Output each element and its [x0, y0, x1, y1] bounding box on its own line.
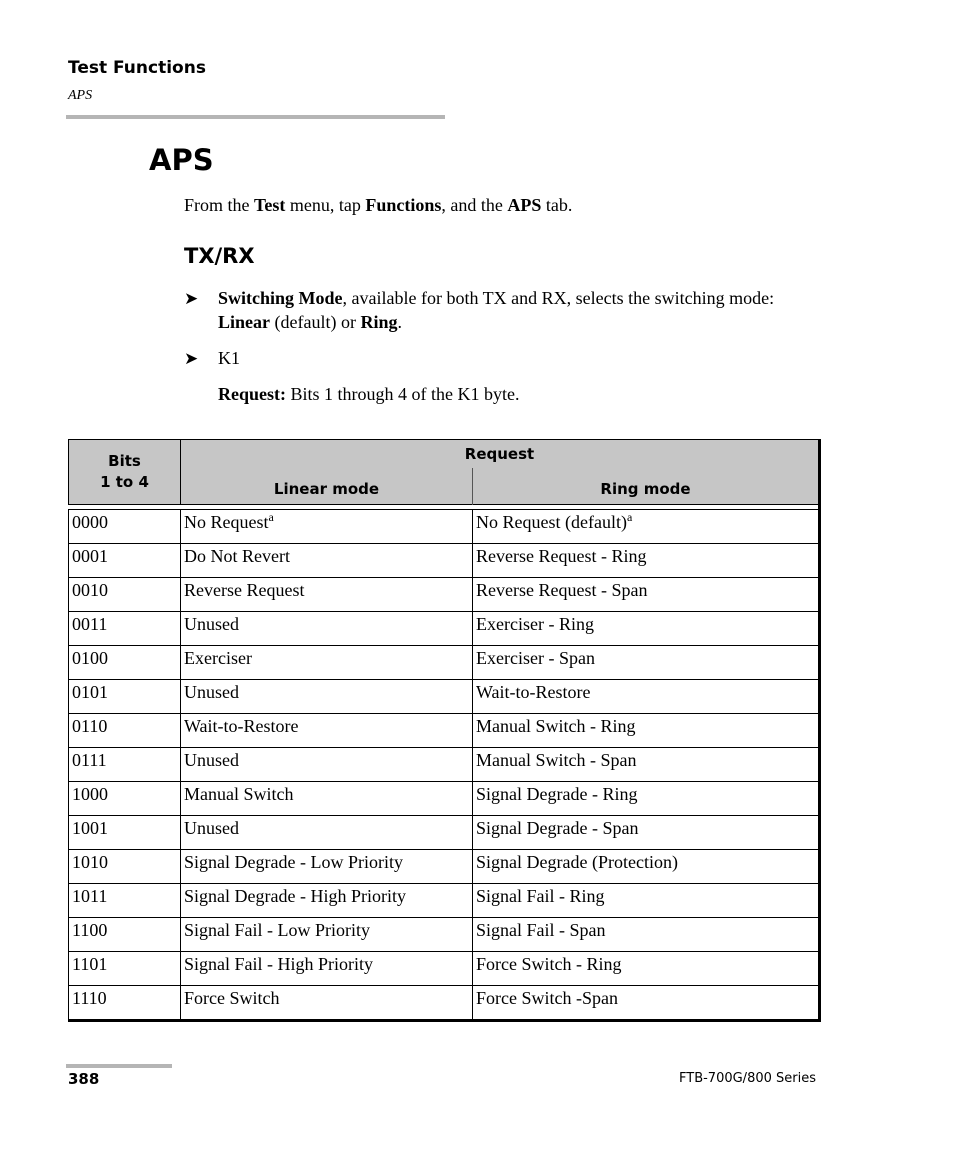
bits-cell	[69, 782, 181, 816]
table-row	[69, 986, 820, 1021]
table-row	[69, 714, 820, 748]
k1-request-table	[68, 439, 821, 1022]
ring-mode-cell	[473, 680, 820, 714]
linear-mode-cell-text: No Request	[184, 512, 269, 532]
linear-mode-cell-text: Manual Switch	[184, 784, 294, 804]
bits-cell	[69, 748, 181, 782]
ring-mode-cell	[473, 782, 820, 816]
linear-label: Linear	[218, 312, 270, 332]
ring-mode-cell	[473, 918, 820, 952]
intro-bold-test: Test	[254, 195, 286, 215]
linear-mode-cell-text: Signal Degrade - High Priority	[184, 886, 406, 906]
intro-bold-aps: APS	[507, 195, 542, 215]
column-header-linear: Linear mode	[181, 468, 473, 505]
linear-mode-cell	[181, 544, 473, 578]
linear-mode-cell-text: Unused	[184, 682, 239, 702]
table-row	[69, 884, 820, 918]
bits-cell	[69, 612, 181, 646]
bullet-switching-mode	[218, 286, 818, 334]
bits-cell-text: 1100	[72, 920, 108, 940]
intro-text-4: tab.	[541, 195, 573, 215]
linear-mode-cell-text: Signal Degrade - Low Priority	[184, 852, 403, 872]
bits-cell	[69, 510, 181, 544]
ring-mode-cell	[473, 952, 820, 986]
table-row	[69, 748, 820, 782]
table-row	[69, 510, 820, 544]
bits-cell-text: 0010	[72, 580, 108, 600]
ring-mode-cell-text: Signal Degrade - Ring	[476, 784, 638, 804]
column-header-ring: Ring mode	[473, 468, 820, 505]
ring-mode-cell-text: Signal Fail - Ring	[476, 886, 605, 906]
ring-mode-cell-text: No Request (default)	[476, 512, 627, 532]
footnote-marker: a	[268, 510, 274, 524]
bits-cell	[69, 816, 181, 850]
linear-mode-cell	[181, 782, 473, 816]
linear-mode-cell-text: Force Switch	[184, 988, 280, 1008]
bits-cell	[69, 952, 181, 986]
linear-mode-cell	[181, 952, 473, 986]
ring-label: Ring	[360, 312, 398, 332]
ring-mode-cell	[473, 612, 820, 646]
bits-cell-text: 1011	[72, 886, 108, 906]
footnote-marker: a	[626, 510, 633, 524]
table-row	[69, 544, 820, 578]
linear-mode-cell	[181, 510, 473, 544]
ring-mode-cell	[473, 884, 820, 918]
table-row	[69, 646, 820, 680]
linear-mode-cell	[181, 714, 473, 748]
linear-mode-cell-text: Signal Fail - Low Priority	[184, 920, 370, 940]
header-rule	[66, 115, 445, 119]
section-heading: TX/RX	[184, 244, 255, 268]
ring-mode-cell	[473, 510, 820, 544]
linear-mode-cell-text: Signal Fail - High Priority	[184, 954, 373, 974]
linear-mode-cell	[181, 612, 473, 646]
bits-cell	[69, 918, 181, 952]
linear-mode-cell	[181, 986, 473, 1021]
ring-mode-cell-text: Signal Degrade - Span	[476, 818, 639, 838]
bits-cell-text: 1110	[72, 988, 107, 1008]
ring-mode-cell	[473, 748, 820, 782]
column-header-bits-line1: Bits	[108, 452, 141, 470]
intro-text-1: From the	[184, 195, 254, 215]
table-row	[69, 578, 820, 612]
ring-mode-cell	[473, 544, 820, 578]
linear-mode-cell-text: Reverse Request	[184, 580, 305, 600]
bits-cell-text: 1101	[72, 954, 108, 974]
linear-mode-cell	[181, 816, 473, 850]
intro-text-2: menu, tap	[285, 195, 366, 215]
linear-mode-cell-text: Unused	[184, 614, 239, 634]
bits-cell-text: 0111	[72, 750, 107, 770]
switching-mode-text-2: (default) or	[270, 312, 361, 332]
bits-cell-text: 1000	[72, 784, 108, 804]
table-row	[69, 850, 820, 884]
switching-mode-label: Switching Mode	[218, 288, 343, 308]
running-header-subtitle: APS	[68, 88, 93, 103]
bits-cell	[69, 714, 181, 748]
bits-cell	[69, 646, 181, 680]
intro-paragraph	[184, 195, 572, 216]
ring-mode-cell-text: Manual Switch - Ring	[476, 716, 636, 736]
ring-mode-cell-text: Signal Degrade (Protection)	[476, 852, 678, 872]
intro-text-3: , and the	[441, 195, 508, 215]
bits-cell-text: 0101	[72, 682, 108, 702]
table-row	[69, 816, 820, 850]
ring-mode-cell	[473, 816, 820, 850]
linear-mode-cell	[181, 918, 473, 952]
ring-mode-cell-text: Signal Fail - Span	[476, 920, 606, 940]
switching-mode-text-1: , available for both TX and RX, selects the switching mode:	[342, 288, 775, 308]
bullet-k1: K1	[218, 348, 240, 368]
ring-mode-cell-text: Reverse Request - Ring	[476, 546, 647, 566]
ring-mode-cell	[473, 578, 820, 612]
bits-cell	[69, 884, 181, 918]
bullet-arrow-icon: ➤	[184, 349, 199, 368]
bits-cell-text: 0011	[72, 614, 108, 634]
column-header-request: Request	[181, 440, 820, 469]
bits-cell-text: 1010	[72, 852, 108, 872]
request-note	[218, 382, 519, 406]
bullet-arrow-icon: ➤	[184, 289, 199, 308]
bits-cell	[69, 850, 181, 884]
bits-cell	[69, 544, 181, 578]
ring-mode-cell	[473, 714, 820, 748]
switching-mode-text-3: .	[397, 312, 402, 332]
product-series: FTB-700G/800 Series	[679, 1071, 816, 1086]
request-note-label: Request:	[218, 384, 286, 404]
ring-mode-cell-text: Exerciser - Span	[476, 648, 595, 668]
ring-mode-cell	[473, 986, 820, 1021]
table-row	[69, 612, 820, 646]
ring-mode-cell-text: Manual Switch - Span	[476, 750, 637, 770]
table-row	[69, 680, 820, 714]
linear-mode-cell	[181, 748, 473, 782]
table-row	[69, 782, 820, 816]
page-number: 388	[68, 1070, 100, 1088]
ring-mode-cell-text: Force Switch - Ring	[476, 954, 622, 974]
linear-mode-cell	[181, 850, 473, 884]
table-row	[69, 952, 820, 986]
bits-cell-text: 0000	[72, 512, 108, 532]
intro-bold-functions: Functions	[365, 195, 442, 215]
column-header-bits	[69, 440, 181, 505]
bits-cell-text: 1001	[72, 818, 108, 838]
ring-mode-cell-text: Force Switch -Span	[476, 988, 618, 1008]
bits-cell	[69, 578, 181, 612]
linear-mode-cell-text: Wait-to-Restore	[184, 716, 299, 736]
request-note-text: Bits 1 through 4 of the K1 byte.	[286, 384, 520, 404]
bits-cell-text: 0100	[72, 648, 108, 668]
linear-mode-cell	[181, 884, 473, 918]
table-body	[69, 510, 820, 1021]
bits-cell-text: 0001	[72, 546, 108, 566]
ring-mode-cell	[473, 646, 820, 680]
bits-cell-text: 0110	[72, 716, 108, 736]
linear-mode-cell	[181, 646, 473, 680]
linear-mode-cell	[181, 680, 473, 714]
ring-mode-cell-text: Exerciser - Ring	[476, 614, 594, 634]
bits-cell	[69, 680, 181, 714]
table-row	[69, 918, 820, 952]
ring-mode-cell-text: Reverse Request - Span	[476, 580, 648, 600]
ring-mode-cell-text: Wait-to-Restore	[476, 682, 591, 702]
bits-cell	[69, 986, 181, 1021]
page-heading: APS	[149, 143, 214, 177]
linear-mode-cell-text: Unused	[184, 750, 239, 770]
linear-mode-cell-text: Exerciser	[184, 648, 252, 668]
footer-rule	[66, 1064, 172, 1068]
column-header-bits-line2: 1 to 4	[100, 473, 149, 491]
linear-mode-cell-text: Unused	[184, 818, 239, 838]
ring-mode-cell	[473, 850, 820, 884]
linear-mode-cell	[181, 578, 473, 612]
linear-mode-cell-text: Do Not Revert	[184, 546, 290, 566]
running-header-title: Test Functions	[68, 58, 206, 78]
